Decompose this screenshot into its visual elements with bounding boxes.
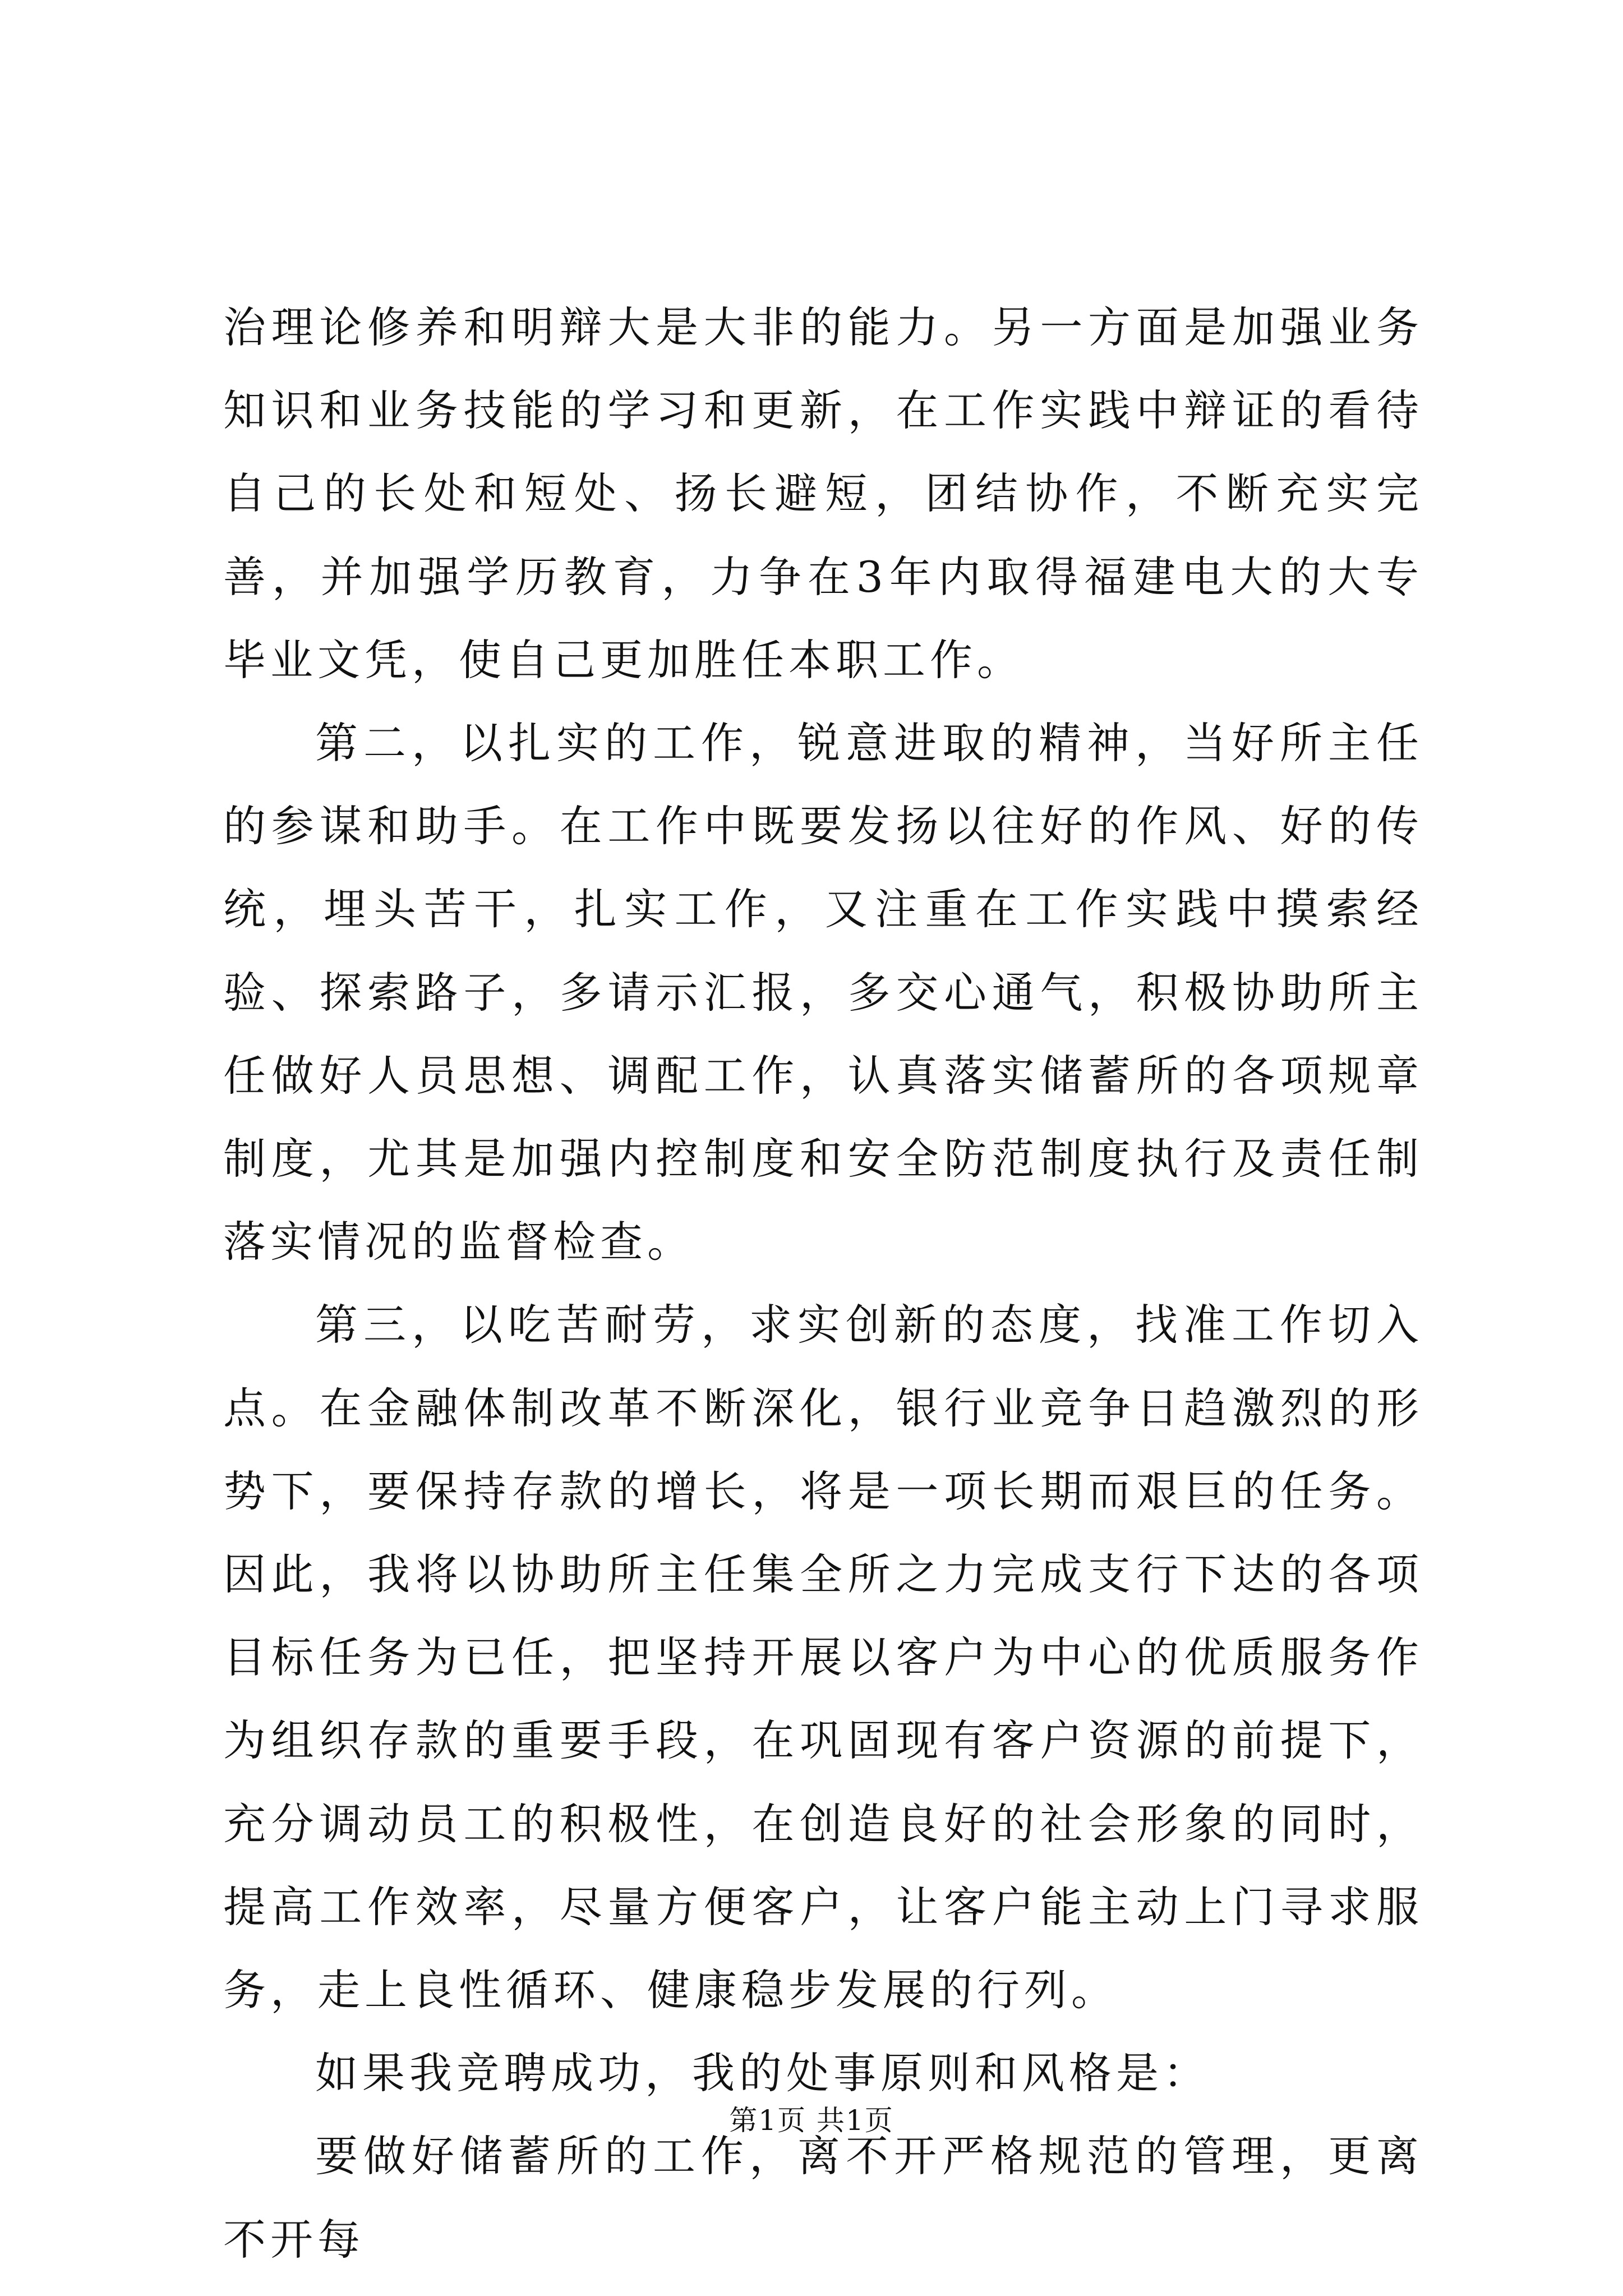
paragraph-continuation: 治理论修养和明辩大是大非的能力。另一方面是加强业务知识和业务技能的学习和更新，在工作实践中辩证的看待自己的长处和短处、扬长避短，团结协作，不断充实完善，并加强学历教育，力争在3年内取得福建电大的大专毕业文凭，使自己更加胜任本职工作。 <box>223 302 1423 685</box>
paragraph-principles-intro: 如果我竞聘成功，我的处事原则和风格是： <box>315 2048 1210 2099</box>
page-footer: 第1页 共1页 <box>729 2104 894 2137</box>
document-body <box>223 286 1423 2281</box>
paragraph-second-point: 第二，以扎实的工作，锐意进取的精神，当好所主任的参谋和助手。在工作中既要发扬以往好的作风、好的传统，埋头苦干，扎实工作，又注重在工作实践中摸索经验、探索路子，多请示汇报，多交心通气，积极协助所主任做好人员思想、调配工作，认真落实储蓄所的各项规章制度，尤其是加强内控制度和安全防范制度执行及责任制落实情况的监督检查。 <box>223 718 1423 1267</box>
paragraph-third-point: 第三，以吃苦耐劳，求实创新的态度，找准工作切入点。在金融体制改革不断深化，银行业竞争日趋激烈的形势下，要保持存款的增长，将是一项长期而艰巨的任务。因此，我将以协助所主任集全所之力完成支行下达的各项目标任务为已任，把坚持开展以客户为中心的优质服务作为组织存款的重要手段，在巩固现有客户资源的前提下，充分调动员工的积极性，在创造良好的社会形象的同时，提高工作效率，尽量方便客户，让客户能主动上门寻求服务，走上良性循环、健康稳步发展的行列。 <box>223 1300 1423 2016</box>
paragraph-management: 要做好储蓄所的工作，离不开严格规范的管理，更离不开每 <box>223 2131 1423 2265</box>
